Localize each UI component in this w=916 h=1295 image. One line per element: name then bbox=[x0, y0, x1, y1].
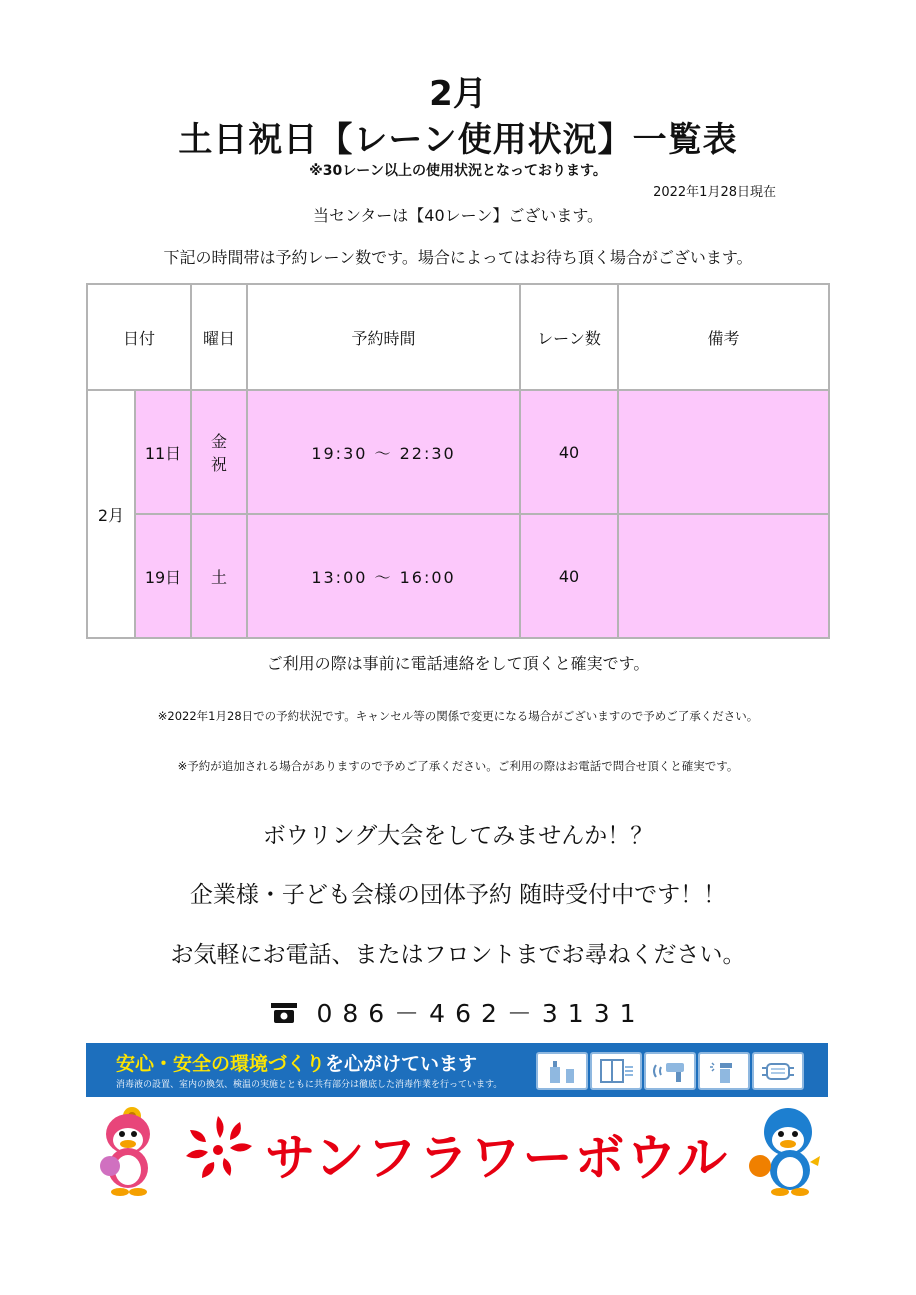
table-row bbox=[87, 514, 829, 638]
banner-headline-a: 安心・安全の環境づくり bbox=[116, 1053, 326, 1075]
promo-line-2: 企業様・子ども会様の団体予約 随時受付中です！！ bbox=[189, 882, 727, 908]
remarks-cell bbox=[618, 514, 829, 638]
phone-number[interactable]: 086－462－3131 bbox=[316, 999, 646, 1028]
ventilation-icon bbox=[590, 1052, 642, 1090]
contact-note: ご利用の際は事前に電話連絡をして頂くと確実です。 bbox=[266, 654, 650, 673]
day-cell: 19日 bbox=[135, 514, 191, 638]
boy-penguin-mascot bbox=[746, 1102, 824, 1202]
page-month: 2月 bbox=[429, 74, 487, 114]
time-cell: 19:30 ～ 22:30 bbox=[247, 390, 520, 514]
lanes-cell: 40 bbox=[520, 514, 618, 638]
remarks-cell bbox=[618, 390, 829, 514]
mask-icon bbox=[752, 1052, 804, 1090]
safety-banner bbox=[86, 1043, 828, 1097]
phone-icon bbox=[270, 1001, 298, 1030]
weekday-cell: 土 bbox=[191, 514, 247, 638]
promo-line-1: ボウリング大会をしてみませんか！？ bbox=[262, 823, 654, 849]
page-title: 土日祝日【レーン使用状況】一覧表 bbox=[178, 120, 738, 160]
fine-print-1: ※2022年1月28日での予約状況です。キャンセル等の関係で変更になる場合がございますので予めご了承ください。 bbox=[157, 709, 759, 723]
day-cell: 11日 bbox=[135, 390, 191, 514]
thermometer-icon bbox=[644, 1052, 696, 1090]
banner-subtext: 消毒液の設置、室内の換気、検温の実施とともに共有部分は徹底した消毒作業を行っています。 bbox=[116, 1080, 503, 1090]
header-time: 予約時間 bbox=[247, 284, 520, 390]
table-row bbox=[87, 390, 829, 514]
weekday-cell bbox=[191, 390, 247, 514]
weekday-line: 金 bbox=[211, 432, 228, 451]
header-weekday: 曜日 bbox=[191, 284, 247, 390]
month-cell: 2月 bbox=[87, 390, 135, 638]
schedule-table bbox=[86, 283, 830, 639]
girl-penguin-mascot bbox=[96, 1104, 162, 1202]
header-date: 日付 bbox=[87, 284, 191, 390]
subtitle: ※30レーン以上の使用状況となっております。 bbox=[309, 163, 607, 179]
header-lanes: レーン数 bbox=[520, 284, 618, 390]
as-of-date: 2022年1月28日現在 bbox=[653, 185, 776, 200]
lane-count-text: 当センターは【40レーン】ございます。 bbox=[312, 206, 604, 225]
sanitizer-icon bbox=[536, 1052, 588, 1090]
weekday-line: 祝 bbox=[211, 455, 228, 474]
spray-icon bbox=[698, 1052, 750, 1090]
reservation-note: 下記の時間帯は予約レーン数です。場合によってはお待ち頂く場合がございます。 bbox=[163, 248, 753, 267]
table-header-row bbox=[87, 284, 829, 390]
fine-print-2: ※予約が追加される場合がありますので予めご了承ください。ご利用の際はお電話で問合せ頂くと確実です。 bbox=[177, 759, 739, 773]
header-remarks: 備考 bbox=[618, 284, 829, 390]
time-cell: 13:00 ～ 16:00 bbox=[247, 514, 520, 638]
banner-headline-b: を心がけています bbox=[325, 1053, 478, 1075]
phone-line bbox=[0, 994, 916, 1030]
banner-headline bbox=[116, 1049, 477, 1076]
lanes-cell: 40 bbox=[520, 390, 618, 514]
sunflower-logo-mark bbox=[180, 1112, 260, 1188]
promo-line-3: お気軽にお電話、またはフロントまでお尋ねください。 bbox=[170, 942, 746, 968]
sunflower-bowl-logo: サンフラワーボウル bbox=[265, 1129, 729, 1187]
